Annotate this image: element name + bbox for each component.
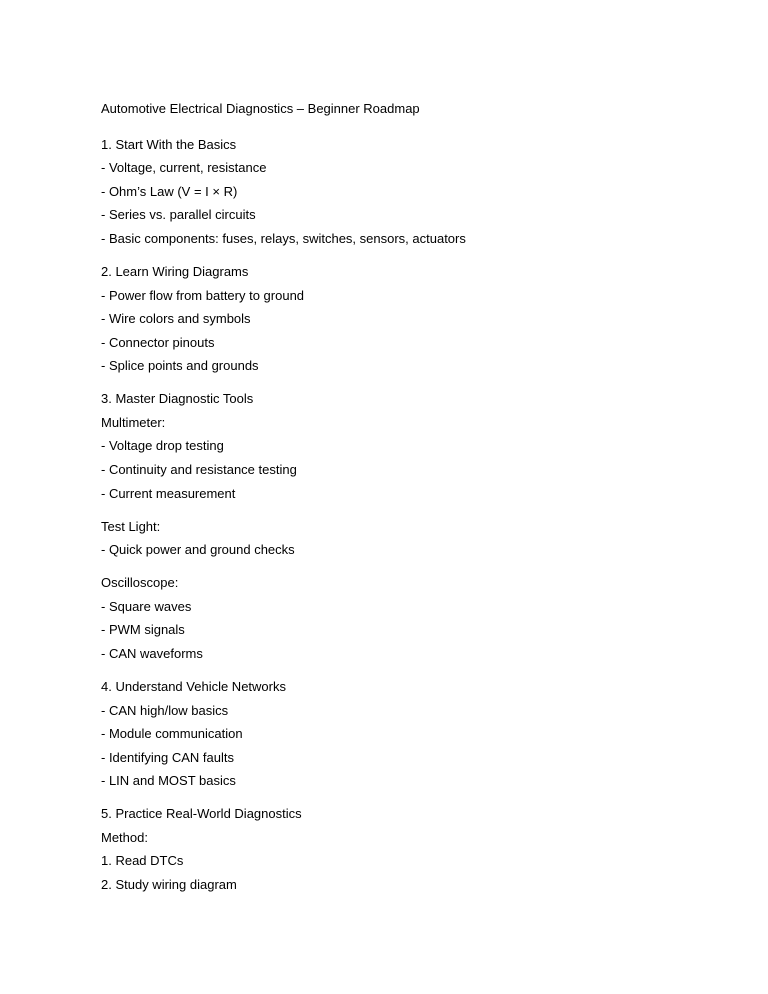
list-item: - CAN waveforms — [101, 646, 203, 661]
list-item: - Wire colors and symbols — [101, 311, 251, 326]
section-heading-wiring: 2. Learn Wiring Diagrams — [101, 264, 249, 279]
list-item: - Series vs. parallel circuits — [101, 207, 256, 222]
list-item: - Current measurement — [101, 486, 236, 501]
section-heading-basics: 1. Start With the Basics — [101, 137, 237, 152]
list-item: - LIN and MOST basics — [101, 773, 236, 788]
list-item: - Module communication — [101, 726, 243, 741]
subgroup-label-method: Method: — [101, 830, 148, 845]
section-heading-tools: 3. Master Diagnostic Tools — [101, 391, 254, 406]
list-item: 1. Read DTCs — [101, 853, 184, 868]
list-item: - PWM signals — [101, 622, 185, 637]
list-item: - Splice points and grounds — [101, 358, 259, 373]
section-heading-practice: 5. Practice Real-World Diagnostics — [101, 806, 302, 821]
list-item: 2. Study wiring diagram — [101, 877, 237, 892]
section-heading-networks: 4. Understand Vehicle Networks — [101, 679, 286, 694]
list-item: - CAN high/low basics — [101, 703, 229, 718]
list-item: - Voltage drop testing — [101, 438, 224, 453]
list-item: - Voltage, current, resistance — [101, 160, 267, 175]
list-item: - Quick power and ground checks — [101, 542, 295, 557]
list-item: - Basic components: fuses, relays, switches, sensors, actuators — [101, 231, 466, 246]
list-item: - Ohm’s Law (V = I × R) — [101, 184, 238, 199]
list-item: - Power flow from battery to ground — [101, 288, 305, 303]
list-item: - Identifying CAN faults — [101, 750, 234, 765]
list-item: - Connector pinouts — [101, 335, 215, 350]
list-item: - Continuity and resistance testing — [101, 462, 297, 477]
list-item: - Square waves — [101, 599, 192, 614]
subgroup-label-test-light: Test Light: — [101, 519, 161, 534]
subgroup-label-multimeter: Multimeter: — [101, 415, 166, 430]
subgroup-label-oscilloscope: Oscilloscope: — [101, 575, 179, 590]
document-title: Automotive Electrical Diagnostics – Beginner Roadmap — [101, 101, 420, 116]
